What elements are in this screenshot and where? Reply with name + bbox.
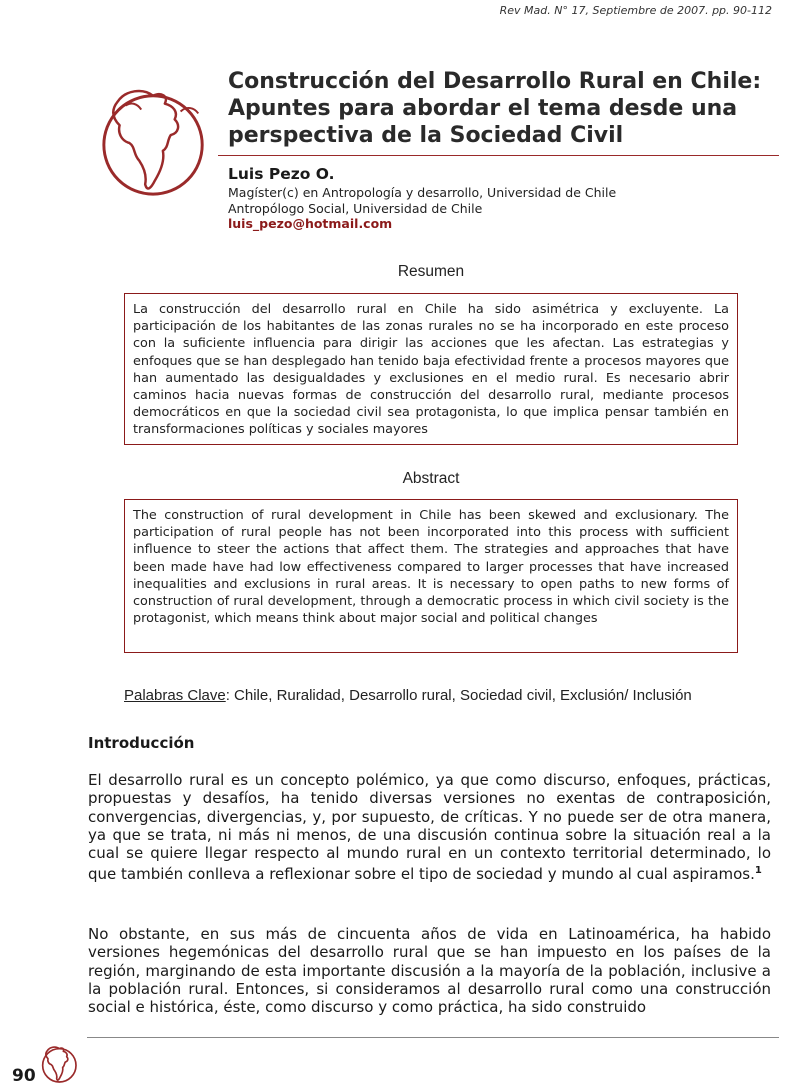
abstract-box <box>124 499 738 653</box>
author-affiliation: Magíster(c) en Antropología y desarrollo, Universidad de Chile <box>228 185 617 200</box>
keywords-text: : Chile, Ruralidad, Desarrollo rural, Sociedad civil, Exclusión/ Inclusión <box>225 687 692 704</box>
page-number: 90 <box>12 1066 36 1086</box>
globe-americas-icon <box>40 1044 80 1084</box>
journal-reference: Rev Mad. N° 17, Septiembre de 2007. pp. 90-112 <box>499 4 772 17</box>
intro-paragraph-1 <box>88 771 771 884</box>
title-line: perspectiva de la Sociedad Civil <box>228 123 624 148</box>
author-email[interactable]: luis_pezo@hotmail.com <box>228 216 393 231</box>
keywords <box>124 687 692 704</box>
author-affiliation: Antropólogo Social, Universidad de Chile <box>228 201 483 216</box>
footer-divider <box>87 1037 779 1038</box>
intro-paragraph-2 <box>88 925 771 1016</box>
keywords-label: Palabras Clave <box>124 687 226 704</box>
globe-americas-icon <box>96 82 214 200</box>
resumen-text: La construcción del desarrollo rural en Chile ha sido asimétrica y excluyente. La participación de los habitantes de las zonas rurales no se ha incorporado en este proceso con la suficiente influencia para dirigir las acciones que les afectan. Las estrategias y enfoques que se han desplegado han tenido baja efectividad frente a procesos mayores que han aumentado las desigualdades y exclusiones en el medio rural. Es necesario abrir caminos hacia nuevas formas de construcción del desarrollo rural, mediante procesos democráticos en que la sociedad civil sea protagonista, lo que implica pensar también en transformaciones políticas y sociales mayores <box>133 302 729 438</box>
author-name: Luis Pezo O. <box>228 165 335 183</box>
title-line: Apuntes para abordar el tema desde una <box>228 96 738 121</box>
resumen-heading: Resumen <box>397 263 465 280</box>
intro-paragraph-2-text: No obstante, en sus más de cincuenta años de vida en Latinoamérica, ha habido versiones hegemónicas del desarrollo rural que se han impuesto en los países de la región, marginando de esta importante discusión a la mayoría de la población, inclusive a la población rural. Entonces, si consideramos al desarrollo rural como una construcción social e histórica, éste, como discurso y como práctica, ha sido construido <box>88 925 771 1017</box>
footnote-marker[interactable]: 1 <box>754 865 762 877</box>
resumen-box <box>124 293 738 445</box>
abstract-text: The construction of rural development in Chile has been skewed and exclusionary. The participation of rural people has not been incorporated into this process with sufficient influence to steer the actions that affect them. The strategies and approaches that have been made have had low effectiveness compared to larger processes that have increased inequalities and exclusions in rural areas. It is necessary to open paths to new forms of construction of rural development, through a democratic process in which civil society is the protagonist, which means think about major social and political changes <box>133 508 729 627</box>
intro-paragraph-1-text: El desarrollo rural es un concepto polémico, ya que como discurso, enfoques, prácticas, propuestas y desafíos, ha tenido diversas versiones no exentas de contraposición, convergencias, divergencias, y, por supuesto, de críticas. Y no puede ser de otra manera, ya que se trata, ni más ni menos, de una discusión continua sobre la situación real a la cual se quiere llegar respecto al mundo rural en un contexto territorial determinado, lo que también conlleva a reflexionar sobre el tipo de sociedad y mundo al cual aspiramos. <box>88 771 771 884</box>
intro-heading: Introducción <box>88 734 195 752</box>
article-title <box>228 68 768 149</box>
abstract-heading: Abstract <box>402 470 460 487</box>
title-line: Construcción del Desarrollo Rural en Chile: <box>228 69 762 94</box>
title-divider <box>218 155 779 156</box>
